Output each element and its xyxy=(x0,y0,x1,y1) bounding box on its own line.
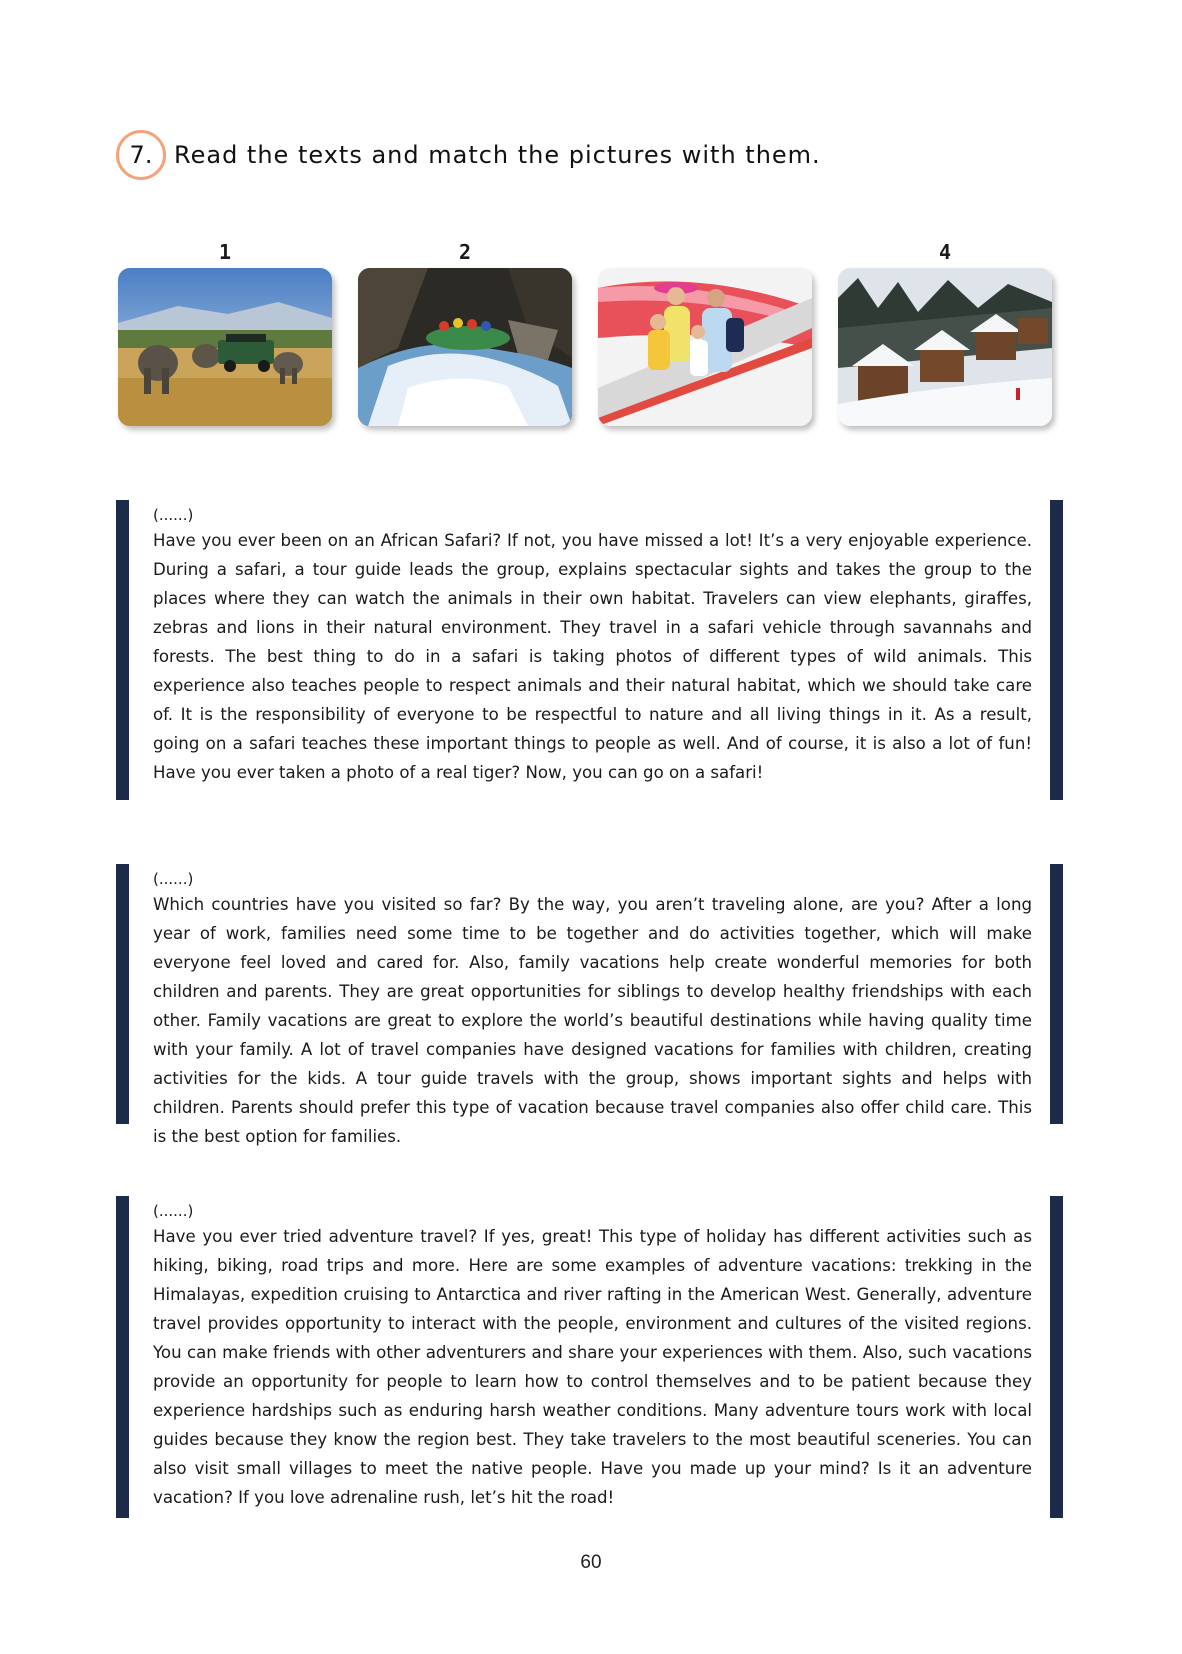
text-box-2 xyxy=(116,864,1063,1146)
snowy-village-image xyxy=(838,268,1052,426)
page-number: 60 xyxy=(580,1552,602,1573)
text-body: Which countries have you visited so far? By the way, you aren’t traveling alone, are you? After a long year of work, families need some time to be together and do activities together, which will make everyone feel loved and cared for. Also, family vacations help create wonderful memories for both children and parents. They are great opportunities for siblings to develop healthy friendships with each other. Family vacations are great to explore the world’s beautiful destinations while having quality time with your family. A lot of travel companies have designed vacations for families with children, creating activities for the kids. A tour guide travels with the group, shows important sights and helps with children. Parents should prefer this type of vacation because travel companies also offer child care. This is the best option for families. xyxy=(153,895,1032,1146)
picture-number: 2 xyxy=(458,240,472,264)
text-box-3 xyxy=(116,1196,1063,1518)
picture-number: 4 xyxy=(938,240,952,264)
picture-1 xyxy=(118,240,332,426)
answer-blank[interactable]: (......) xyxy=(153,506,194,524)
picture-3 xyxy=(598,240,812,426)
river-rafting-image xyxy=(358,268,572,426)
pictures-row xyxy=(118,240,1052,426)
task-instruction: Read the texts and match the pictures with them. xyxy=(174,141,821,169)
answer-blank[interactable]: (......) xyxy=(153,870,194,888)
text-box-1 xyxy=(116,500,1063,800)
task-number-badge: 7. xyxy=(116,130,166,180)
safari-elephants-image xyxy=(118,268,332,426)
text-body: Have you ever tried adventure travel? If yes, great! This type of holiday has different activities such as hiking, biking, road trips and more. Here are some examples of adventure vacations: trekking in the Himalayas, expedition cruising to Antarctica and river rafting in the American West. Generally, adventure travel provides opportunity to interact with the people, environment and cultures of the visited regions. You can make friends with other adventurers and share your experiences with them. Also, such vacations provide an opportunity for people to learn how to control themselves and to be patient because they experience hardships such as enduring harsh weather conditions. Many adventure tours work with local guides because they know the region best. They take travelers to the most beautiful sceneries. You can also visit small villages to meet the native people. Have you made up your mind? Is it an adventure vacation? If you love adrenaline rush, let’s hit the road! xyxy=(153,1227,1032,1507)
text-body: Have you ever been on an African Safari? If not, you have missed a lot! It’s a very enjoyable experience. During a safari, a tour guide leads the group, explains spectacular sights and takes the group to the places where they can watch the animals in their own habitat. Travelers can view elephants, giraffes, zebras and lions in their natural environment. They travel in a safari vehicle through savannahs and forests. The best thing to do in a safari is taking photos of different types of wild animals. This experience also teaches people to respect animals and their natural habitat, which we should take care of. It is the responsibility of everyone to be respectful to nature and all living things in it. As a result, going on a safari teaches these important things to people as well. And of course, it is also a lot of fun! Have you ever taken a photo of a real tiger? Now, you can go on a safari! xyxy=(153,531,1032,782)
family-airplane-image xyxy=(598,268,812,426)
picture-2 xyxy=(358,240,572,426)
task-heading xyxy=(116,130,821,180)
picture-4 xyxy=(838,240,1052,426)
answer-blank[interactable]: (......) xyxy=(153,1202,194,1220)
picture-number: 1 xyxy=(218,240,232,264)
